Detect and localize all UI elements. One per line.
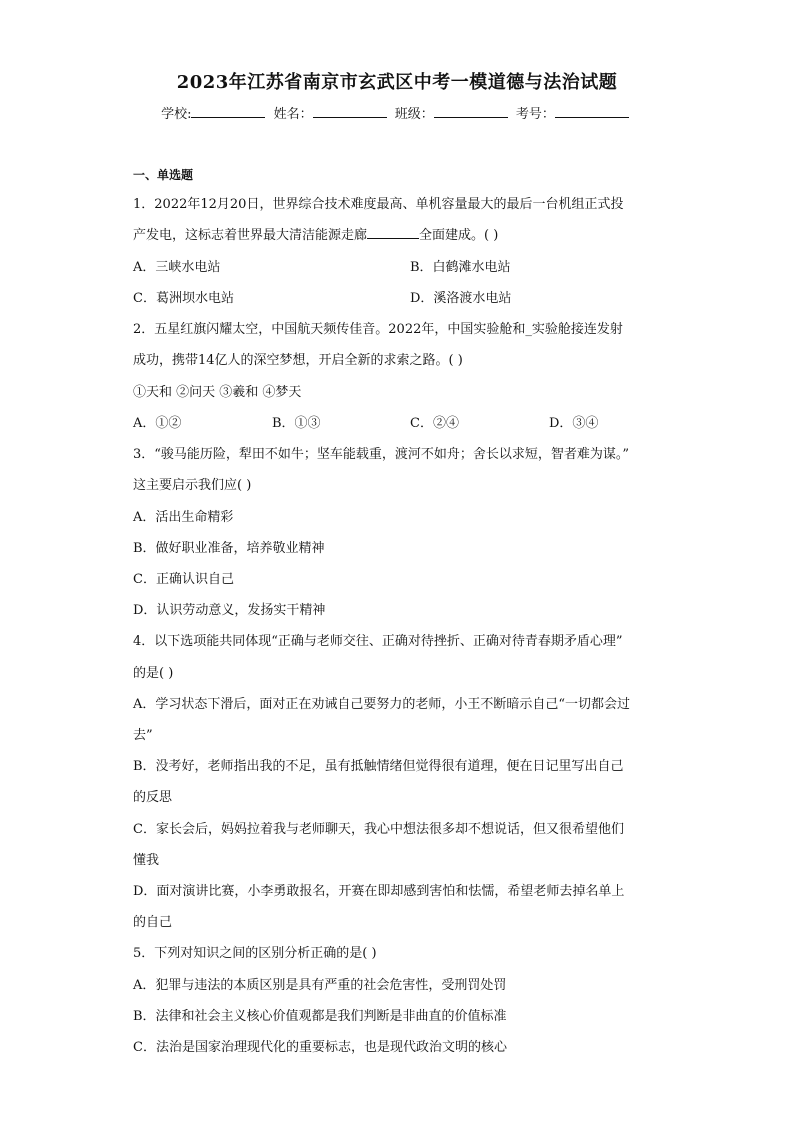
q1-option-c[interactable]: C．葛洲坝水电站 — [133, 291, 234, 306]
q4-option-a-line1[interactable]: A．学习状态下滑后，面对正在劝诫自己要努力的老师，小王不断暗示自己“一切都会过 — [133, 697, 631, 712]
q4-option-d-line1[interactable]: D．面对演讲比赛，小李勇敢报名，开赛在即却感到害怕和怯懦，希望老师去掉名单上 — [133, 884, 625, 899]
class-label: 班级： — [394, 107, 434, 122]
q5-option-b[interactable]: B．法律和社会主义核心价值观都是我们判断是非曲直的价值标准 — [133, 1009, 507, 1024]
q3-stem-line2: 这主要启示我们应( ) — [133, 478, 252, 493]
exam-number-label: 考号： — [515, 107, 555, 122]
q5-option-a[interactable]: A．犯罪与违法的本质区别是具有严重的社会危害性，受刑罚处罚 — [133, 978, 507, 993]
q3-option-a[interactable]: A．活出生命精彩 — [133, 510, 234, 525]
class-blank[interactable] — [434, 105, 508, 118]
q1-stem-line2a: 产发电，这标志着世界最大清洁能源走廊 — [133, 228, 368, 243]
q3-option-c[interactable]: C．正确认识自己 — [133, 572, 234, 587]
q3-option-d[interactable]: D．认识劳动意义，发扬实干精神 — [133, 603, 326, 618]
q3-option-b[interactable]: B．做好职业准备，培养敬业精神 — [133, 541, 325, 556]
q4-option-d-line2[interactable]: 的自己 — [133, 915, 173, 930]
q1-option-d[interactable]: D．溪洛渡水电站 — [410, 291, 512, 306]
q1-stem-line1: 1．2022年12月20日，世界综合技术难度最高、单机容量最大的最后一台机组正式投 — [133, 197, 624, 212]
q4-option-b-line2[interactable]: 的反思 — [133, 790, 173, 805]
exam-title: 2023年江苏省南京市玄武区中考一模道德与法治试题 — [176, 72, 618, 93]
q2-stem-line2: 成功，携带14亿人的深空梦想，开启全新的求索之路。( ) — [133, 353, 463, 368]
q2-items: ①天和 ②问天 ③羲和 ④梦天 — [133, 385, 302, 400]
q4-stem-line2: 的是( ) — [133, 666, 174, 681]
school-label: 学校: — [161, 107, 192, 122]
section-heading: 一、单选题 — [133, 168, 194, 182]
school-blank[interactable] — [191, 105, 265, 118]
q2-stem-line1: 2．五星红旗闪耀太空，中国航天频传佳音。2022年，中国实验舱和_实验舱接连发射 — [133, 322, 623, 337]
q2-option-a[interactable]: A．①② — [133, 416, 182, 431]
name-label: 姓名： — [273, 107, 313, 122]
q4-option-b-line1[interactable]: B．没考好，老师指出我的不足，虽有抵触情绪但觉得很有道理，便在日记里写出自己 — [133, 759, 624, 774]
q4-option-a-line2[interactable]: 去” — [133, 728, 153, 743]
q4-option-c-line2[interactable]: 懂我 — [133, 853, 160, 868]
q2-option-d[interactable]: D．③④ — [549, 416, 599, 431]
q1-option-b[interactable]: B．白鹤滩水电站 — [410, 260, 511, 275]
q1-option-a[interactable]: A．三峡水电站 — [133, 260, 221, 275]
q4-stem-line1: 4．以下选项能共同体现“正确与老师交往、正确对待挫折、正确对待青春期矛盾心理” — [133, 634, 623, 649]
student-info-row — [0, 103, 794, 122]
q4-option-c-line1[interactable]: C．家长会后，妈妈拉着我与老师聊天，我心中想法很多却不想说话，但又很希望他们 — [133, 822, 624, 837]
name-blank[interactable] — [313, 105, 387, 118]
q5-option-c[interactable]: C．法治是国家治理现代化的重要标志，也是现代政治文明的核心 — [133, 1040, 507, 1055]
q1-stem-line2b: 全面建成。( ) — [419, 228, 499, 243]
exam-number-blank[interactable] — [555, 105, 629, 118]
q5-stem: 5．下列对知识之间的区别分析正确的是( ) — [133, 946, 377, 961]
q3-stem-line1: 3．“骏马能历险，犁田不如牛；坚车能载重，渡河不如舟；舍长以求短，智者难为谋。” — [133, 447, 630, 462]
q2-option-c[interactable]: C．②④ — [410, 416, 459, 431]
q1-fill-blank — [367, 226, 419, 239]
q2-option-b[interactable]: B．①③ — [272, 416, 321, 431]
q1-stem-line2 — [133, 224, 498, 243]
